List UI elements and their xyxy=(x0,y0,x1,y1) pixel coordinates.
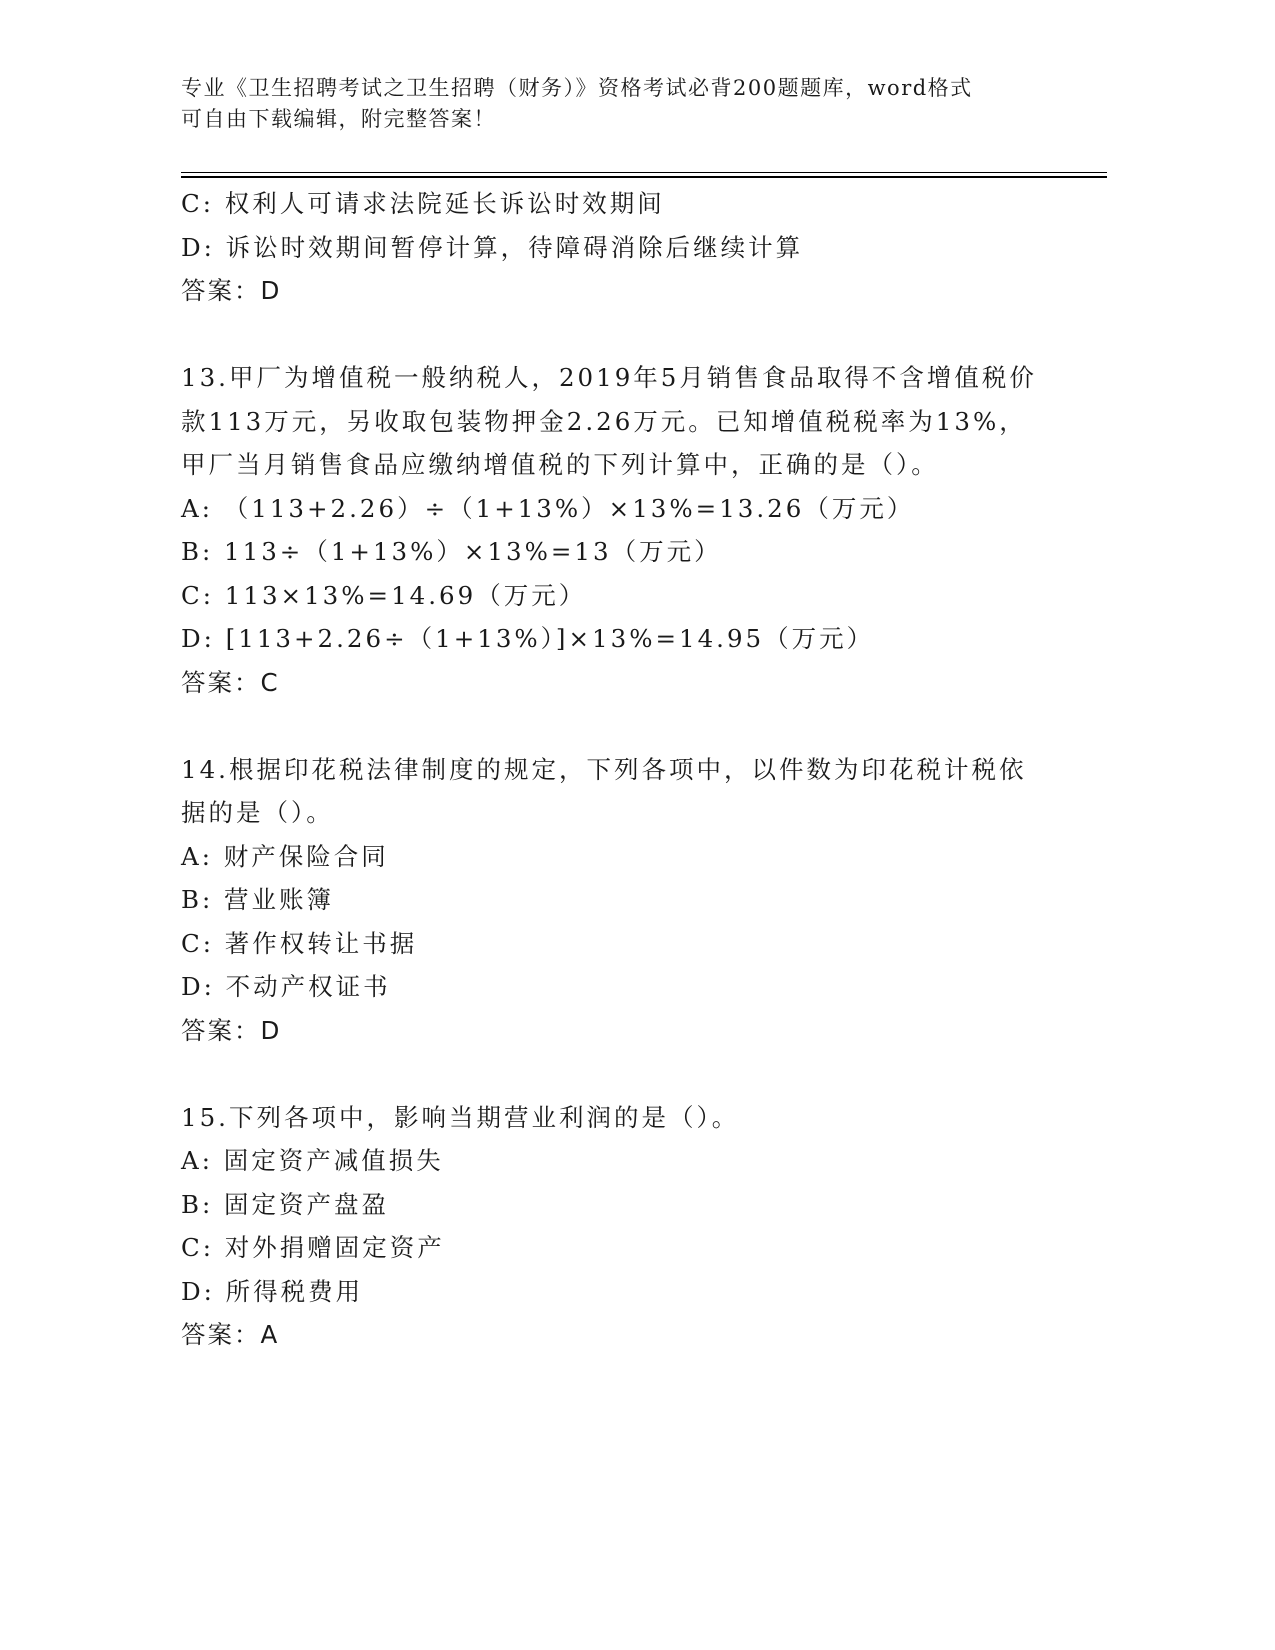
option-c: C: 著作权转让书据 xyxy=(181,928,418,958)
question-text: 甲厂当月销售食品应缴纳增值税的下列计算中，正确的是（）。 xyxy=(181,450,939,479)
answer-line: 答案：D xyxy=(181,276,282,305)
header-line-2: 可自由下载编辑，附完整答案！ xyxy=(181,107,496,131)
question-13 xyxy=(181,356,1061,704)
option-c: C: 对外捐赠固定资产 xyxy=(181,1233,445,1262)
option-a: A: （113+2.26）÷（1+13%）×13%=13.26（万元） xyxy=(181,493,915,523)
question-text: 据的是（）。 xyxy=(181,798,334,827)
spacer xyxy=(181,1052,1061,1096)
question-14 xyxy=(181,748,1061,1053)
option-b: B: 113÷（1+13%）×13%=13（万元） xyxy=(181,537,722,566)
header-divider-thick xyxy=(181,176,1107,178)
option-d: D: 不动产权证书 xyxy=(181,972,391,1001)
header-divider-thin xyxy=(181,172,1107,173)
spacer xyxy=(181,313,1061,357)
option-d: D: 诉讼时效期间暂停计算，待障碍消除后继续计算 xyxy=(181,232,804,262)
question-text: 13.甲厂为增值税一般纳税人，2019年5月销售食品取得不含增值税价 xyxy=(181,363,1037,392)
option-a: A: 财产保险合同 xyxy=(181,841,389,871)
option-c: C: 113×13%=14.69（万元） xyxy=(181,580,587,610)
question-text: 14.根据印花税法律制度的规定，下列各项中，以件数为印花税计税依 xyxy=(181,754,1027,784)
option-c: C: 权利人可请求法院延长诉讼时效期间 xyxy=(181,189,665,218)
document-header xyxy=(181,73,1041,135)
option-b: B: 固定资产盘盈 xyxy=(181,1189,390,1219)
option-b: B: 营业账簿 xyxy=(181,885,335,914)
answer-line: 答案：C xyxy=(181,667,280,697)
answer-line: 答案：A xyxy=(181,1320,280,1349)
question-list xyxy=(181,182,1061,1357)
question-12-partial xyxy=(181,182,1061,313)
option-d: D: 所得税费用 xyxy=(181,1276,364,1306)
question-text: 款113万元，另收取包装物押金2.26万元。已知增值税税率为13%， xyxy=(181,406,1027,436)
option-d: D: [113+2.26÷（1+13%）]×13%=14.95（万元） xyxy=(181,624,875,653)
answer-line: 答案：D xyxy=(181,1015,282,1045)
header-line-1: 专业《卫生招聘考试之卫生招聘（财务）》资格考试必背200题题库，word格式 xyxy=(181,76,973,100)
question-text: 15.下列各项中，影响当期营业利润的是（）。 xyxy=(181,1102,740,1132)
spacer xyxy=(181,704,1061,748)
question-15 xyxy=(181,1096,1061,1357)
option-a: A: 固定资产减值损失 xyxy=(181,1146,444,1175)
